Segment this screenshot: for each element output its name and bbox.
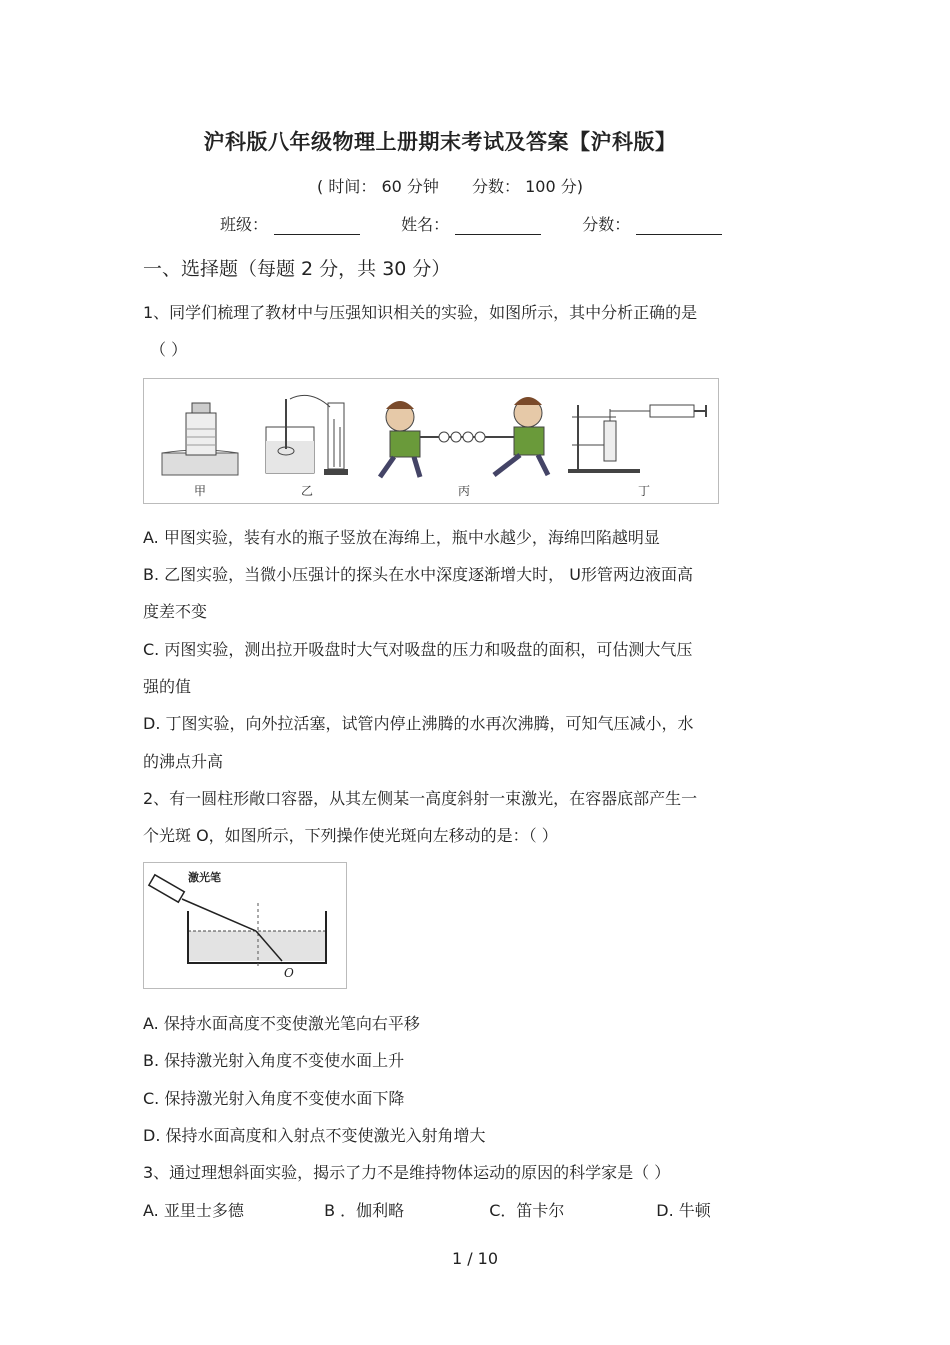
score-blank: [636, 218, 722, 235]
name-label: 姓名：: [401, 215, 450, 234]
light-spot-label: O: [284, 966, 294, 980]
q3-stem: 3、通过理想斜面实验，揭示了力不是维持物体运动的原因的科学家是（ ）: [143, 1163, 671, 1182]
score-label: 分数：: [582, 215, 631, 234]
student-info: [220, 212, 758, 235]
q2-option-a: A. 保持水面高度不变使激光笔向右平移: [143, 1014, 420, 1033]
q2-figure: [143, 862, 347, 989]
exam-score: 分数： 100 分): [472, 177, 583, 196]
fig-label-bing: 丙: [457, 484, 471, 498]
class-field: [220, 212, 360, 235]
q1-option-b-line2: 度差不变: [143, 602, 208, 621]
q2-figure-svg: [144, 863, 346, 988]
q3-option-a: A. 亚里士多德: [143, 1201, 244, 1220]
q3-option-d: D. 牛顿: [656, 1201, 711, 1220]
q2-option-b: B. 保持激光射入角度不变使水面上升: [143, 1051, 405, 1070]
class-label: 班级：: [220, 215, 269, 234]
laser-pen-label: 激光笔: [188, 871, 221, 884]
q2-option-d: D. 保持水面高度和入射点不变使激光入射角增大: [143, 1126, 486, 1145]
q2-option-c: C. 保持激光射入角度不变使水面下降: [143, 1089, 405, 1108]
q3-option-c: C．笛卡尔: [489, 1201, 565, 1220]
syringe-flask-illustration: [568, 405, 706, 473]
name-field: [401, 212, 541, 235]
fig-label-yi: 乙: [300, 484, 314, 498]
laser-container-illustration: [149, 875, 326, 967]
q1-option-a: A. 甲图实验，装有水的瓶子竖放在海绵上，瓶中水越少，海绵凹陷越明显: [143, 528, 660, 547]
pressure-gauge-illustration: [266, 395, 348, 475]
q2-stem-line1: 2、有一圆柱形敞口容器，从其左侧某一高度斜射一束激光，在容器底部产生一: [143, 789, 698, 808]
page-title: 沪科版八年级物理上册期末考试及答案【沪科版】: [203, 130, 677, 154]
q1-option-d-line1: D. 丁图实验，向外拉活塞，试管内停止沸腾的水再次沸腾，可知气压减小，水: [143, 714, 694, 733]
q1-stem-line1: 1、同学们梳理了教材中与压强知识相关的实验，如图所示，其中分析正确的是: [143, 303, 698, 322]
bottle-on-sponge-illustration: [162, 403, 238, 475]
q1-option-c-line2: 强的值: [143, 677, 192, 696]
fig-label-jia: 甲: [193, 484, 207, 498]
exam-meta: [0, 174, 900, 197]
score-field: [582, 212, 722, 235]
q1-stem-line2: （ ）: [150, 340, 188, 359]
q3-options: [143, 1198, 711, 1221]
class-blank: [274, 218, 360, 235]
fig-label-ding: 丁: [637, 484, 651, 498]
name-blank: [455, 218, 541, 235]
q1-option-d-line2: 的沸点升高: [143, 752, 224, 771]
exam-time: ( 时间： 60 分钟: [317, 177, 439, 196]
q1-figure-svg: [144, 379, 718, 503]
q1-option-c-line1: C. 丙图实验，测出拉开吸盘时大气对吸盘的压力和吸盘的面积，可估测大气压: [143, 640, 693, 659]
q3-option-b: B ．伽利略: [324, 1201, 405, 1220]
section-heading: 一、选择题（每题 2 分，共 30 分）: [143, 258, 451, 280]
suction-cup-tug-illustration: [380, 397, 548, 477]
q1-option-b-line1: B. 乙图实验，当微小压强计的探头在水中深度逐渐增大时， U形管两边液面高: [143, 565, 693, 584]
q1-figure: [143, 378, 719, 504]
q2-stem-line2: 个光斑 O，如图所示，下列操作使光斑向左移动的是：（ ）: [143, 826, 558, 845]
page-number: 1 / 10: [451, 1249, 499, 1268]
